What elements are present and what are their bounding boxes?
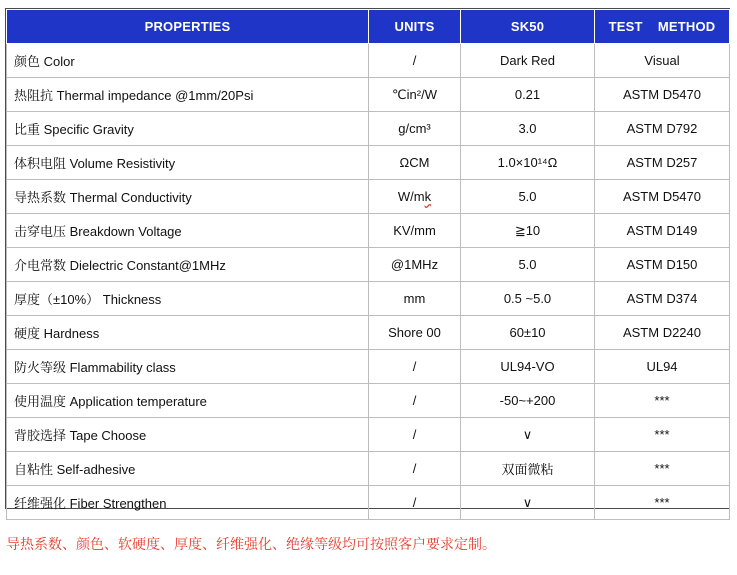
row-method: ASTM D149 (595, 214, 730, 248)
row-method: ASTM D150 (595, 248, 730, 282)
header-units: UNITS (369, 10, 461, 44)
table-row (7, 180, 730, 214)
table-row (7, 214, 730, 248)
row-property: 厚度（±10%） Thickness (7, 282, 369, 316)
table-row (7, 112, 730, 146)
row-unit: ℃in²/W (369, 78, 461, 112)
row-property: 导热系数 Thermal Conductivity (7, 180, 369, 214)
row-unit: / (369, 44, 461, 78)
row-unit: Shore 00 (369, 316, 461, 350)
row-value: 3.0 (461, 112, 595, 146)
row-unit: mm (369, 282, 461, 316)
table-row (7, 452, 730, 486)
row-method: Visual (595, 44, 730, 78)
row-property: 防火等级 Flammability class (7, 350, 369, 384)
header-sk50: SK50 (461, 10, 595, 44)
spec-table-frame (5, 8, 730, 509)
row-value: 5.0 (461, 248, 595, 282)
spec-table (6, 9, 730, 520)
row-value: 双面微粘 (461, 452, 595, 486)
table-row (7, 418, 730, 452)
row-unit: KV/mm (369, 214, 461, 248)
row-value: 0.5 ~5.0 (461, 282, 595, 316)
row-property: 背胶选择 Tape Choose (7, 418, 369, 452)
row-method: *** (595, 418, 730, 452)
row-method: ASTM D792 (595, 112, 730, 146)
table-row (7, 384, 730, 418)
table-row (7, 282, 730, 316)
table-row (7, 248, 730, 282)
customization-note: 导热系数、颜色、软硬度、厚度、纤维强化、绝缘等级均可按照客户要求定制。 (6, 536, 496, 552)
row-unit: / (369, 452, 461, 486)
row-method: *** (595, 452, 730, 486)
row-value: 5.0 (461, 180, 595, 214)
row-unit: / (369, 418, 461, 452)
row-method: *** (595, 486, 730, 520)
row-value: UL94-VO (461, 350, 595, 384)
table-row (7, 350, 730, 384)
row-property: 颜色 Color (7, 44, 369, 78)
table-row (7, 44, 730, 78)
header-row (7, 10, 730, 44)
row-property: 纤维强化 Fiber Strengthen (7, 486, 369, 520)
row-unit: @1MHz (369, 248, 461, 282)
row-property: 体积电阻 Volume Resistivity (7, 146, 369, 180)
row-value: 1.0×10¹⁴Ω (461, 146, 595, 180)
unit-text-spellcheck: k (424, 189, 432, 204)
row-unit: g/cm³ (369, 112, 461, 146)
row-unit: ΩCM (369, 146, 461, 180)
row-property: 比重 Specific Gravity (7, 112, 369, 146)
table-row (7, 146, 730, 180)
row-method: ASTM D257 (595, 146, 730, 180)
row-value: ∨ (461, 486, 595, 520)
table-row (7, 316, 730, 350)
row-property: 自粘性 Self-adhesive (7, 452, 369, 486)
row-property: 热阻抗 Thermal impedance @1mm/20Psi (7, 78, 369, 112)
row-unit: / (369, 384, 461, 418)
row-value: ∨ (461, 418, 595, 452)
table-row (7, 486, 730, 520)
header-properties: PROPERTIES (7, 10, 369, 44)
row-value: ≧10 (461, 214, 595, 248)
row-value: 0.21 (461, 78, 595, 112)
row-method: UL94 (595, 350, 730, 384)
header-test-method: TEST METHOD (595, 10, 730, 44)
row-method: ASTM D5470 (595, 180, 730, 214)
row-property: 介电常数 Dielectric Constant@1MHz (7, 248, 369, 282)
row-method: ASTM D374 (595, 282, 730, 316)
row-value: -50~+200 (461, 384, 595, 418)
unit-text: W/m (397, 189, 425, 204)
row-unit: / (369, 486, 461, 520)
row-property: 使用温度 Application temperature (7, 384, 369, 418)
row-unit: / (369, 350, 461, 384)
row-method: *** (595, 384, 730, 418)
row-property: 击穿电压 Breakdown Voltage (7, 214, 369, 248)
row-value: Dark Red (461, 44, 595, 78)
row-value: 60±10 (461, 316, 595, 350)
row-unit (369, 180, 461, 214)
row-method: ASTM D5470 (595, 78, 730, 112)
row-method: ASTM D2240 (595, 316, 730, 350)
table-row (7, 78, 730, 112)
row-property: 硬度 Hardness (7, 316, 369, 350)
